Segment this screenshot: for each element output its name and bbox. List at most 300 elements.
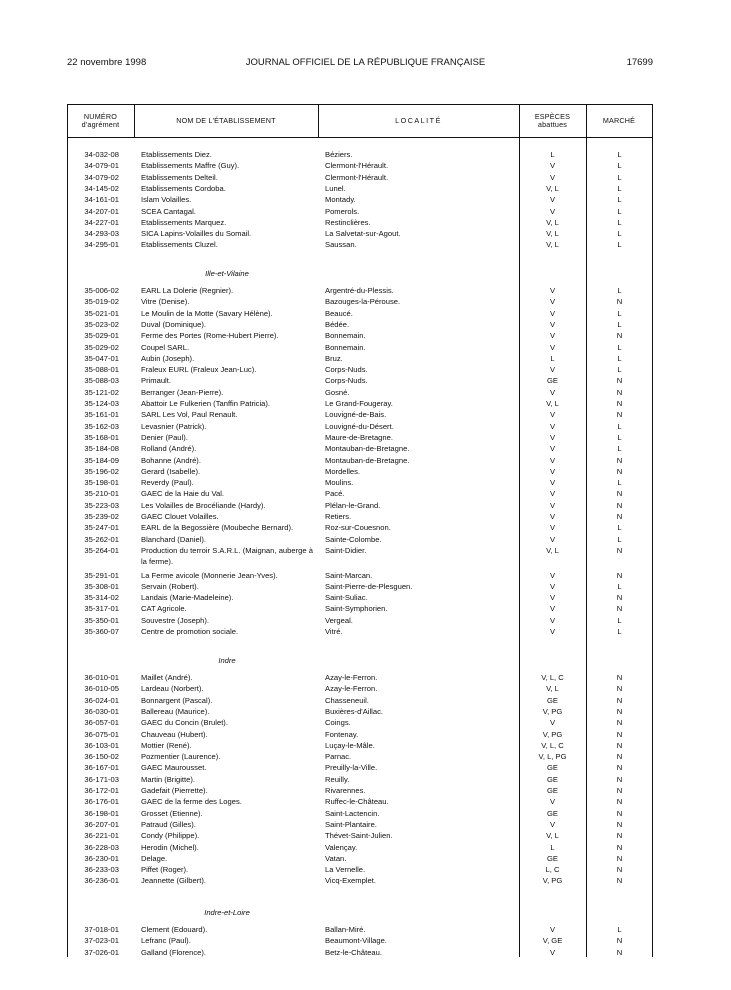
numero-cell: 37-018-01: [84, 925, 119, 934]
numero-cell: 35-314-02: [84, 593, 119, 603]
nom-cell: Lefranc (Paul).: [141, 936, 191, 946]
localite-cell: Maure-de-Bretagne.: [325, 432, 393, 442]
especes-cell: GE: [547, 853, 558, 863]
marche-cell: N: [616, 410, 623, 420]
especes-cell: V: [549, 286, 556, 295]
table-row: [0, 751, 731, 762]
section-title: Ille-et-Vilaine: [205, 269, 249, 278]
marche-cell: N: [616, 808, 623, 818]
marche-cell: N: [616, 831, 623, 841]
table-row: [0, 319, 731, 330]
nom-cell: GAEC du Concin (Brulet).: [141, 718, 228, 728]
marche-cell: L: [617, 534, 622, 544]
column-header-marche: MARCHÉ: [602, 115, 636, 125]
numero-cell: 35-223-03: [84, 500, 119, 510]
localite-cell: Preuilly-la-Ville.: [325, 763, 378, 773]
marche-cell: L: [617, 161, 622, 171]
especes-cell: V, L: [546, 831, 559, 841]
localite-cell: Gosné.: [325, 387, 350, 397]
nom-cell: Chauveau (Hubert).: [141, 729, 208, 739]
especes-cell: V: [549, 195, 556, 205]
localite-cell: Clermont-l'Hérault.: [325, 161, 389, 171]
especes-cell: V: [549, 593, 556, 603]
localite-cell: Bédée.: [325, 319, 350, 329]
nom-cell: Abattoir Le Fulkerien (Tanffin Patricia).: [141, 399, 271, 408]
column-header-numero-line2: d'agrément: [81, 120, 120, 129]
numero-cell: 35-360-07: [84, 627, 119, 636]
column-header-localite: LOCALITÉ: [395, 115, 442, 125]
table-row: [0, 443, 731, 454]
column-header-numero-line1: NUMÉRO: [83, 111, 118, 121]
numero-cell: 34-293-03: [84, 229, 119, 239]
marche-cell: N: [616, 740, 623, 750]
localite-cell: Valençay.: [325, 842, 358, 852]
localite-cell: Thévet-Saint-Julien.: [325, 831, 393, 841]
numero-cell: 35-088-03: [84, 376, 119, 386]
localite-cell: Rivarennes.: [325, 786, 366, 795]
table-row: [0, 864, 731, 875]
localite-cell: Bazouges-la-Pérouse.: [325, 297, 401, 307]
marche-cell: L: [617, 229, 622, 239]
numero-cell: 36-236-01: [84, 876, 119, 886]
especes-cell: V: [549, 297, 556, 307]
table-row: [0, 398, 731, 409]
especes-cell: V: [549, 342, 556, 352]
table-row: [0, 706, 731, 717]
table-row: [0, 695, 731, 706]
table-row: [0, 545, 731, 568]
localite-cell: Roz-sur-Couesnon.: [325, 523, 391, 533]
nom-cell: Etablissements Maffre (Guy).: [141, 161, 240, 171]
numero-cell: 35-029-02: [84, 342, 119, 352]
especes-cell: V, PG: [542, 729, 563, 739]
marche-cell: N: [616, 500, 623, 510]
marche-cell: N: [616, 865, 623, 875]
marche-cell: N: [616, 593, 623, 603]
especes-cell: V: [549, 410, 556, 420]
especes-cell: V: [549, 319, 556, 329]
table-row: [0, 729, 731, 740]
localite-cell: Ruffec-le-Château.: [325, 797, 389, 807]
table-row: [0, 228, 731, 239]
especes-cell: V: [549, 604, 556, 614]
marche-cell: L: [617, 206, 622, 216]
table-row: [0, 603, 731, 614]
nom-cell: Patraud (Gilles).: [141, 819, 196, 829]
marche-cell: N: [616, 684, 623, 694]
nom-cell: Les Volailles de Brocéliande (Hardy).: [141, 500, 266, 510]
marche-cell: L: [617, 581, 622, 591]
nom-cell: Etablissements Cluzel.: [141, 240, 218, 250]
localite-cell: Buxières-d'Aillac.: [325, 706, 384, 716]
localite-cell: Saint-Pierre-de-Plesguen.: [325, 581, 413, 591]
localite-cell: Azay-le-Ferron.: [325, 673, 378, 682]
nom-cell: GAEC de la Haie du Val.: [141, 489, 225, 499]
marche-cell: N: [616, 786, 623, 795]
especes-cell: L: [550, 353, 555, 363]
localite-cell: Moulins.: [325, 478, 354, 488]
especes-cell: V: [549, 432, 556, 442]
nom-cell: Etablissements Diez.: [141, 150, 212, 159]
especes-cell: V: [549, 947, 556, 957]
localite-cell: Beaumont-Village.: [325, 936, 387, 946]
localite-cell: Betz-le-Château.: [325, 947, 382, 957]
numero-cell: 36-150-02: [84, 752, 119, 762]
numero-cell: 35-023-02: [84, 319, 119, 329]
numero-cell: 35-239-02: [84, 512, 119, 521]
marche-cell: N: [616, 512, 623, 521]
especes-cell: V, L: [546, 545, 559, 555]
table-row: [0, 172, 731, 183]
page-number: 17699: [626, 57, 653, 68]
numero-cell: 36-228-03: [84, 842, 119, 852]
especes-cell: V, L, PG: [538, 752, 567, 762]
nom-cell: Coupel SARL.: [141, 342, 190, 352]
table-row: [0, 206, 731, 217]
localite-cell: Bruz.: [325, 353, 343, 363]
table-row: [0, 194, 731, 205]
numero-cell: 36-207-01: [84, 819, 119, 829]
numero-cell: 36-233-03: [84, 865, 119, 875]
nom-cell: Galland (Florence).: [141, 947, 206, 957]
section-title: Indre: [218, 656, 236, 665]
especes-cell: V: [549, 615, 556, 625]
marche-cell: L: [617, 432, 622, 442]
numero-cell: 35-124-03: [84, 399, 119, 408]
numero-cell: 35-247-01: [84, 523, 119, 533]
especes-cell: V, L: [546, 399, 559, 408]
localite-cell: Saint-Didier.: [325, 545, 367, 555]
nom-cell: Souvestre (Joseph).: [141, 615, 209, 625]
localite-cell: Corps-Nuds.: [325, 376, 368, 386]
table-row: [0, 364, 731, 375]
nom-cell: CAT Agricole.: [141, 604, 187, 614]
especes-cell: V: [549, 444, 556, 454]
localite-cell: Saint-Plantaire.: [325, 819, 377, 829]
localite-cell: Louvigné-de-Bais.: [325, 410, 387, 420]
especes-cell: V: [549, 489, 556, 499]
marche-cell: L: [617, 308, 622, 318]
table-row: [0, 774, 731, 785]
table-row: [0, 217, 731, 228]
localite-cell: Vitré.: [325, 627, 343, 636]
nom-cell: La Ferme avicole (Monnerie Jean-Yves).: [141, 570, 278, 580]
nom-cell: Berranger (Jean-Pierre).: [141, 387, 224, 397]
table-row: [0, 342, 731, 353]
numero-cell: 35-121-02: [84, 387, 119, 397]
numero-cell: 36-167-01: [84, 763, 119, 773]
marche-cell: N: [616, 763, 623, 773]
numero-cell: 36-176-01: [84, 797, 119, 807]
marche-cell: L: [617, 172, 622, 182]
numero-cell: 37-026-01: [84, 947, 119, 957]
especes-cell: V, L: [546, 183, 559, 193]
table-row: [0, 875, 731, 886]
especes-cell: GE: [547, 695, 558, 705]
table-row: [0, 285, 731, 296]
marche-cell: N: [616, 936, 623, 946]
localite-cell: Beaucé.: [325, 308, 353, 318]
especes-cell: V: [549, 421, 556, 431]
especes-cell: V: [549, 365, 556, 375]
numero-cell: 35-350-01: [84, 615, 119, 625]
nom-cell: Etablissements Cordoba.: [141, 183, 226, 193]
numero-cell: 35-308-01: [84, 581, 119, 591]
especes-cell: V, PG: [542, 706, 563, 716]
marche-cell: N: [616, 376, 623, 386]
nom-cell: Vitre (Denise).: [141, 297, 190, 307]
numero-cell: 36-075-01: [84, 729, 119, 739]
nom-cell: GAEC de la ferme des Loges.: [141, 797, 242, 807]
especes-cell: V: [549, 172, 556, 182]
table-row: [0, 409, 731, 420]
table-row: [0, 672, 731, 683]
marche-cell: N: [616, 819, 623, 829]
localite-cell: Le Grand-Fougeray.: [325, 399, 393, 408]
nom-cell: Gerard (Isabelle).: [141, 466, 201, 476]
localite-cell: Pacé.: [325, 489, 345, 499]
localite-cell: Vicq-Exemplet.: [325, 876, 376, 886]
column-header-nom: NOM DE L'ÉTABLISSEMENT: [176, 115, 276, 125]
localite-cell: Béziers.: [325, 150, 353, 159]
marche-cell: L: [617, 353, 622, 363]
nom-cell: Landais (Marie-Madeleine).: [141, 593, 234, 603]
especes-cell: V: [549, 512, 556, 521]
table-row: [0, 740, 731, 751]
numero-cell: 36-171-03: [84, 774, 119, 784]
marche-cell: N: [616, 947, 623, 957]
table-row: [0, 421, 731, 432]
table-row: [0, 488, 731, 499]
numero-cell: 34-079-01: [84, 161, 119, 171]
nom-cell: EARL La Dolerie (Regnier).: [141, 286, 234, 295]
numero-cell: 36-230-01: [84, 853, 119, 863]
especes-cell: V: [549, 161, 556, 171]
localite-cell: La Salvetat-sur-Agout.: [325, 229, 401, 239]
marche-cell: N: [616, 876, 623, 886]
numero-cell: 35-262-01: [84, 534, 119, 544]
localite-cell: Saint-Symphorien.: [325, 604, 388, 614]
numero-cell: 35-168-01: [84, 432, 119, 442]
numero-cell: 35-162-03: [84, 421, 119, 431]
table-row: [0, 762, 731, 773]
nom-cell: Bohanne (André).: [141, 455, 201, 465]
table-row: [0, 455, 731, 466]
localite-cell: Coings.: [325, 718, 351, 728]
marche-cell: L: [617, 444, 622, 454]
especes-cell: V: [549, 331, 556, 341]
table-row: [0, 500, 731, 511]
localite-cell: Saussan.: [325, 240, 357, 250]
nom-cell: Primault.: [141, 376, 171, 386]
marche-cell: N: [616, 466, 623, 476]
nom-cell: Servain (Robert).: [141, 581, 199, 591]
especes-cell: V, L, C: [541, 740, 564, 750]
table-row: [0, 947, 731, 958]
localite-cell: Lunel.: [325, 183, 346, 193]
numero-cell: 34-227-01: [84, 217, 119, 227]
marche-cell: N: [616, 706, 623, 716]
nom-cell: Etablissements Delteil.: [141, 172, 218, 182]
nom-cell: Bonnargent (Pascal).: [141, 695, 213, 705]
marche-cell: N: [616, 718, 623, 728]
numero-cell: 35-184-09: [84, 455, 119, 465]
nom-cell: Mottier (René).: [141, 740, 192, 750]
nom-cell: Maillet (André).: [141, 673, 193, 682]
localite-cell: Mordelles.: [325, 466, 361, 476]
numero-cell: 35-088-01: [84, 365, 119, 375]
especes-cell: GE: [547, 774, 558, 784]
especes-cell: V: [549, 466, 556, 476]
marche-cell: N: [616, 545, 623, 555]
localite-cell: Montauban-de-Bretagne.: [325, 444, 410, 454]
marche-cell: L: [617, 421, 622, 431]
localite-cell: Fontenay.: [325, 729, 359, 739]
localite-cell: Corps-Nuds.: [325, 365, 368, 375]
nom-cell: GAEC Clouet Volailles.: [141, 512, 219, 521]
numero-cell: 37-023-01: [84, 936, 119, 946]
nom-cell: Le Moulin de la Motte (Savary Hélène).: [141, 308, 273, 318]
especes-cell: GE: [547, 763, 558, 773]
numero-cell: 35-047-01: [84, 353, 119, 363]
nom-cell: SCEA Cantagal.: [141, 206, 196, 216]
nom-cell: EARL de la Begossière (Moubeche Bernard).: [141, 523, 294, 533]
table-row: [0, 830, 731, 841]
table-row: [0, 375, 731, 386]
marche-cell: N: [616, 673, 623, 682]
especes-cell: V: [549, 308, 556, 318]
table-row: [0, 785, 731, 796]
marche-cell: L: [617, 195, 622, 205]
nom-cell: Ferme des Portes (Rome-Hubert Pierre).: [141, 331, 279, 341]
marche-cell: N: [616, 570, 623, 580]
localite-cell: Pomerols.: [325, 206, 360, 216]
localite-cell: Reuilly.: [325, 774, 350, 784]
especes-cell: V, L: [546, 217, 559, 227]
localite-cell: Vergeal.: [325, 615, 353, 625]
table-row: [0, 183, 731, 194]
nom-cell: Centre de promotion sociale.: [141, 627, 239, 636]
especes-cell: V: [549, 718, 556, 728]
nom-cell: Condy (Philippe).: [141, 831, 200, 841]
especes-cell: V, L: [546, 240, 559, 250]
marche-cell: N: [616, 331, 623, 341]
table-row: [0, 149, 731, 160]
nom-cell: Ballereau (Maurice).: [141, 706, 210, 716]
localite-cell: Montady.: [325, 195, 356, 205]
marche-cell: L: [617, 183, 622, 193]
especes-cell: V, GE: [542, 936, 563, 946]
localite-cell: Parnac.: [325, 752, 352, 762]
localite-cell: Retiers.: [325, 512, 352, 521]
numero-cell: 36-010-01: [84, 673, 119, 682]
numero-cell: 35-184-08: [84, 444, 119, 454]
nom-cell: SICA Lapins-Volailles du Somail.: [141, 229, 252, 239]
especes-cell: V, L: [546, 229, 559, 239]
localite-cell: Vatan.: [325, 853, 347, 863]
localite-cell: Bonnemain.: [325, 342, 366, 352]
marche-cell: N: [616, 842, 623, 852]
numero-cell: 36-010-05: [84, 684, 119, 694]
numero-cell: 35-210-01: [84, 489, 119, 499]
marche-cell: N: [616, 853, 623, 863]
especes-cell: GE: [547, 786, 558, 795]
marche-cell: N: [616, 729, 623, 739]
especes-cell: L: [550, 150, 555, 159]
column-header-especes-line1: ESPÈCES: [534, 111, 571, 121]
table-row: [0, 160, 731, 171]
numero-cell: 35-291-01: [84, 570, 119, 580]
nom-cell: Fraleux EURL (Fraleux Jean-Luc).: [141, 365, 257, 375]
table-row: [0, 808, 731, 819]
marche-cell: L: [617, 925, 622, 934]
nom-cell: Pozmentier (Laurence).: [141, 752, 221, 762]
especes-cell: GE: [547, 808, 558, 818]
table-row: [0, 466, 731, 477]
especes-cell: L, C: [545, 865, 560, 875]
marche-cell: N: [616, 387, 623, 397]
table-row: [0, 935, 731, 946]
numero-cell: 35-161-01: [84, 410, 119, 420]
nom-cell: GAEC Maurousset.: [141, 763, 207, 773]
numero-cell: 35-196-02: [84, 466, 119, 476]
marche-cell: N: [616, 399, 623, 408]
numero-cell: 34-207-01: [84, 206, 119, 216]
nom-cell: Reverdy (Paul).: [141, 478, 194, 488]
marche-cell: L: [617, 627, 622, 636]
localite-cell: Luçay-le-Mâle.: [325, 740, 375, 750]
especes-cell: V, PG: [542, 876, 563, 886]
localite-cell: Saint-Marcan.: [325, 570, 373, 580]
marche-cell: L: [617, 523, 622, 533]
especes-cell: V: [549, 797, 556, 807]
table-row: [0, 534, 731, 545]
localite-cell: Plélan-le-Grand.: [325, 500, 381, 510]
localite-cell: Montauban-de-Bretagne.: [325, 455, 410, 465]
especes-cell: V: [549, 581, 556, 591]
localite-cell: Ballan-Miré.: [325, 925, 366, 934]
nom-cell: SARL Les Vol, Paul Renault.: [141, 410, 238, 420]
nom-cell: Herodin (Michel).: [141, 842, 199, 852]
table-row: [0, 796, 731, 807]
especes-cell: V: [549, 523, 556, 533]
table-row: [0, 853, 731, 864]
marche-cell: N: [616, 797, 623, 807]
table-row: [0, 717, 731, 728]
table-row: [0, 477, 731, 488]
especes-cell: V: [549, 478, 556, 488]
localite-cell: Saint-Lactencin.: [325, 808, 380, 818]
numero-cell: 35-019-02: [84, 297, 119, 307]
table-row: [0, 387, 731, 398]
nom-cell: Islam Volailles.: [141, 195, 192, 205]
numero-cell: 35-021-01: [84, 308, 119, 318]
especes-cell: V: [549, 455, 556, 465]
localite-cell: Azay-le-Ferron.: [325, 684, 378, 694]
localite-cell: Chasseneuil.: [325, 695, 369, 705]
header-title: JOURNAL OFFICIEL DE LA RÉPUBLIQUE FRANÇAISE: [245, 57, 486, 68]
numero-cell: 36-198-01: [84, 808, 119, 818]
numero-cell: 34-032-08: [84, 150, 119, 159]
marche-cell: L: [617, 319, 622, 329]
marche-cell: N: [616, 455, 623, 465]
table-row: [0, 842, 731, 853]
localite-cell: Louvigné-du-Désert.: [325, 421, 394, 431]
nom-cell: Blanchard (Daniel).: [141, 534, 206, 544]
localite-cell: Saint-Suliac.: [325, 593, 368, 603]
marche-cell: N: [616, 752, 623, 762]
nom-cell: Lardeau (Norbert).: [141, 684, 204, 694]
